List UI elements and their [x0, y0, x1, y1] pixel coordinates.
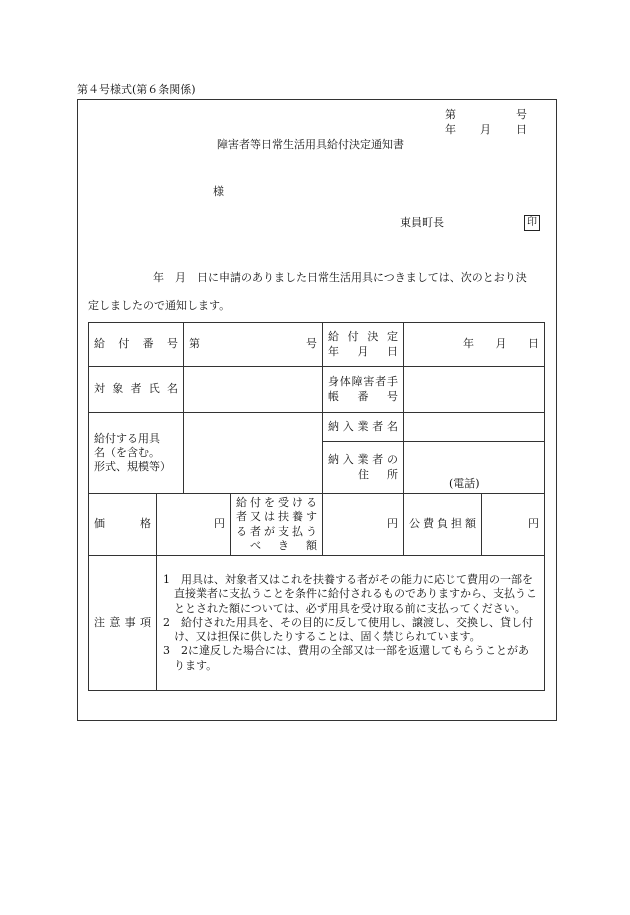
application-table [88, 322, 545, 691]
header-number-prefix: 第 [445, 108, 456, 121]
header-number-suffix: 号 [516, 108, 527, 121]
table-row [89, 556, 545, 691]
price-cell [157, 494, 231, 556]
item-name-label: 給付する用具 名（を含む。 形式、規模等） [89, 413, 184, 494]
table-row [89, 494, 545, 556]
table-row [89, 367, 545, 413]
vendor-address-label: 納入業者の 住所 [323, 442, 404, 494]
payer-amount-cell [323, 494, 404, 556]
issuer: 東員町長 [400, 216, 444, 229]
item-name-cell [184, 413, 323, 494]
public-burden-label: 公費負担額 [404, 494, 482, 556]
payer-unit: 円 [387, 517, 398, 531]
decision-month: 月 [495, 337, 507, 351]
body-text-line1: 年 月 日に申請のありました日常生活用具につきましては、次のとおり決 [153, 271, 527, 284]
note-item-2: 2 給付された用具を、その目的に反して使用し、譲渡し、交換し、貸し付け、又は担保に供したりすることは、固く禁じられています。 [163, 615, 533, 644]
notes-label: 注意事項 [89, 556, 157, 691]
handbook-number-cell [404, 367, 545, 413]
payer-amount-label: 給付を受ける 者又は扶養す る者が支払う べき額 [231, 494, 323, 556]
body-text-line2: 定しましたので通知します。 [88, 299, 231, 312]
handbook-number-label: 身体障害者手 帳番号 [323, 367, 404, 413]
notes-cell [157, 556, 545, 691]
subject-name-label: 対象者氏名 [89, 367, 184, 413]
public-unit: 円 [528, 517, 539, 531]
grant-number-prefix: 第 [189, 337, 200, 351]
document-title: 障害者等日常生活用具給付決定通知書 [217, 138, 404, 151]
vendor-name-cell [404, 413, 545, 442]
public-burden-cell [482, 494, 545, 556]
price-label: 価格 [89, 494, 157, 556]
decision-year: 年 [463, 337, 474, 351]
note-item-1: 1 用具は、対象者又はこれを扶養する者がその能力に応じて費用の一部を直接業者に支払うことを条件に給付されるものでありますから、支払うこととされた額については、必ず用具を受け取る前に支払ってください。 [163, 572, 537, 615]
grant-number-cell [184, 323, 323, 367]
decision-date-cell [404, 323, 545, 367]
decision-day: 日 [528, 337, 539, 351]
grant-number-label: 給付番号 [89, 323, 184, 367]
subject-name-cell [184, 367, 323, 413]
vendor-name-label: 納入業者名 [323, 413, 404, 442]
header-day: 日 [516, 123, 527, 136]
vendor-address-cell [404, 442, 545, 494]
table-row [89, 413, 545, 442]
seal-mark: 印 [524, 215, 540, 231]
form-label: 第４号様式(第６条関係) [77, 83, 196, 96]
note-item-3: 3 2に違反した場合には、費用の全部又は一部を返還してもらうことがあります。 [163, 644, 529, 672]
addressee-suffix: 様 [213, 185, 224, 198]
header-year: 年 [445, 123, 456, 136]
phone-label: (電話) [449, 476, 480, 490]
decision-date-label: 給付決定 年 月 日 [323, 323, 404, 367]
table-row [89, 323, 545, 367]
header-month: 月 [480, 123, 491, 136]
price-unit: 円 [214, 517, 225, 531]
grant-number-suffix: 号 [306, 337, 317, 351]
